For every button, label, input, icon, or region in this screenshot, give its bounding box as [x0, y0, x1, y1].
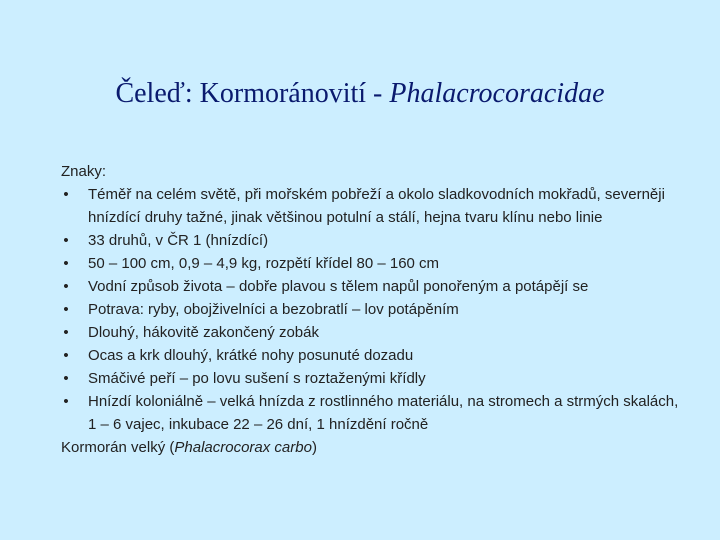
- bullet-icon: •: [63, 186, 69, 203]
- list-item-text: Dlouhý, hákovitě zakončený zobák: [88, 324, 319, 341]
- species-suffix: ): [311, 439, 317, 456]
- bullet-icon: •: [63, 278, 69, 295]
- species-prefix: Kormorán velký (: [61, 439, 175, 456]
- bullet-icon: •: [63, 301, 69, 318]
- bullet-icon: •: [63, 232, 69, 249]
- bullet-icon: •: [63, 255, 69, 272]
- characteristics-list: [61, 183, 681, 436]
- list-item: [61, 321, 681, 344]
- bullet-icon: •: [63, 393, 69, 410]
- list-item: [61, 252, 681, 275]
- bullet-icon: •: [63, 347, 69, 364]
- list-item: [61, 275, 681, 298]
- species-latin-name: Phalacrocorax carbo: [174, 439, 312, 456]
- title-latin-name: Phalacrocoracidae: [389, 78, 605, 109]
- list-item: [61, 298, 681, 321]
- list-item-text: Téměř na celém světě, při mořském pobřeží a okolo sladkovodních mokřadů, severněji hnízdící druhy tažné, jinak většinou potulní a stálí, hejna tvaru klínu nebo linie: [88, 186, 665, 226]
- list-item: [61, 390, 681, 436]
- list-item: [61, 183, 681, 229]
- intro-label: Znaky:: [61, 163, 107, 180]
- bullet-icon: •: [63, 324, 69, 341]
- bullet-icon: •: [63, 370, 69, 387]
- list-item-text: 33 druhů, v ČR 1 (hnízdící): [88, 232, 269, 249]
- list-item: [61, 344, 681, 367]
- title-prefix: Čeleď: Kormoránovití -: [115, 78, 390, 109]
- list-item-text: Vodní způsob života – dobře plavou s tělem napůl ponořeným a potápějí se: [88, 278, 589, 295]
- slide-body: [61, 160, 681, 459]
- list-item-text: 50 – 100 cm, 0,9 – 4,9 kg, rozpětí křídel 80 – 160 cm: [88, 255, 440, 272]
- list-item-text: Smáčivé peří – po lovu sušení s roztaženými křídly: [88, 370, 426, 387]
- species-example: [61, 436, 681, 459]
- list-item: [61, 229, 681, 252]
- slide-title: [0, 76, 720, 112]
- list-item-text: Potrava: ryby, obojživelníci a bezobratlí – lov potápěním: [88, 301, 459, 318]
- list-item: [61, 367, 681, 390]
- list-item-text: Hnízdí koloniálně – velká hnízda z rostlinného materiálu, na stromech a strmých skalách, 1 – 6 vajec, inkubace 22 – 26 dní, 1 hnízdění ročně: [88, 393, 679, 433]
- list-item-text: Ocas a krk dlouhý, krátké nohy posunuté dozadu: [88, 347, 414, 364]
